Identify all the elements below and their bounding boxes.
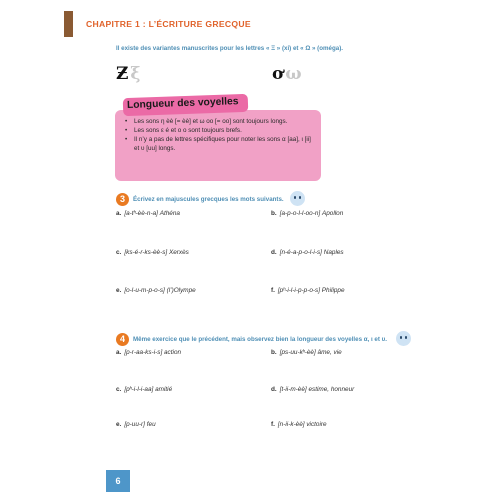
- chapter-title: CHAPITRE 1 : L’ÉCRITURE GRECQUE: [86, 19, 251, 29]
- page-number: 6: [106, 470, 130, 492]
- xi-variant-light: ξ: [130, 64, 141, 84]
- exercise-4-number: 4: [116, 333, 129, 346]
- exercise-3-number: 3: [116, 193, 129, 206]
- smiley-icon: [396, 331, 411, 346]
- exercise-4-heading: [116, 333, 387, 346]
- ex4-item-e: e. [p-uu-r] feu: [116, 421, 156, 428]
- intro-text: Il existe des variantes manuscrites pour les lettres « Ξ » (xi) et « Ω » (oméga).: [116, 45, 343, 52]
- vowel-length-box: [115, 110, 321, 181]
- ex3-item-b: b. [a-p-o-l-l-oo-n] Apollon: [271, 210, 344, 217]
- xi-variant-dark: Ƶ: [116, 64, 129, 84]
- vowel-rule-2: • Les sons ε é et ο o sont toujours brefs.: [125, 127, 311, 135]
- ex3-item-f: f. [pʰ-i-l-i-p-p-o-s] Philippe: [271, 287, 345, 294]
- vowel-length-list: [125, 118, 311, 154]
- smiley-icon: [290, 191, 305, 206]
- exercise-4-instruction: Même exercice que le précédent, mais observez bien la longueur des voyelles α, ι et υ.: [133, 336, 387, 343]
- xi-handwritten-variants: [116, 64, 141, 82]
- ex3-item-c: c. [ks-é-r-ks-èè-s] Xerxès: [116, 249, 189, 256]
- exercise-3-heading: [116, 193, 284, 206]
- vowel-rule-3: • Il n’y a pas de lettres spécifiques pour noter les sons α [aa], ι [ii] et υ [uu] longs.: [125, 136, 311, 152]
- ex4-item-a: a. [p-r-aa-ks-i-s] action: [116, 349, 182, 356]
- ex4-item-b: b. [ps-uu-kʰ-èè] âme, vie: [271, 349, 342, 356]
- ex3-item-e: e. [o-l-u-m-p-o-s] (l’)Olympe: [116, 287, 196, 294]
- omega-handwritten-variants: [272, 64, 302, 82]
- chapter-tab: [64, 11, 73, 37]
- vowel-rule-1: • Les sons η èè [= èè] et ω oo [= oo] sont toujours longs.: [125, 118, 311, 126]
- ex4-item-d: d. [t-ii-m-èè] estime, honneur: [271, 386, 355, 393]
- ex4-item-f: f. [n-ii-k-èè] victoire: [271, 421, 327, 428]
- vowel-length-title: Longueur des voyelles: [123, 94, 248, 116]
- exercise-3-instruction: Écrivez en majuscules grecques les mots suivants.: [133, 196, 284, 203]
- ex3-item-d: d. [n-é-a-p-o-l-i-s] Naples: [271, 249, 344, 256]
- omega-variant-light: ω: [285, 64, 302, 84]
- ex4-item-c: c. [pʰ-i-l-i-aa] amitié: [116, 386, 173, 393]
- ex3-item-a: a. [a-tʰ-èè-n-a] Athéna: [116, 210, 180, 217]
- omega-variant-dark: ơ: [272, 64, 284, 84]
